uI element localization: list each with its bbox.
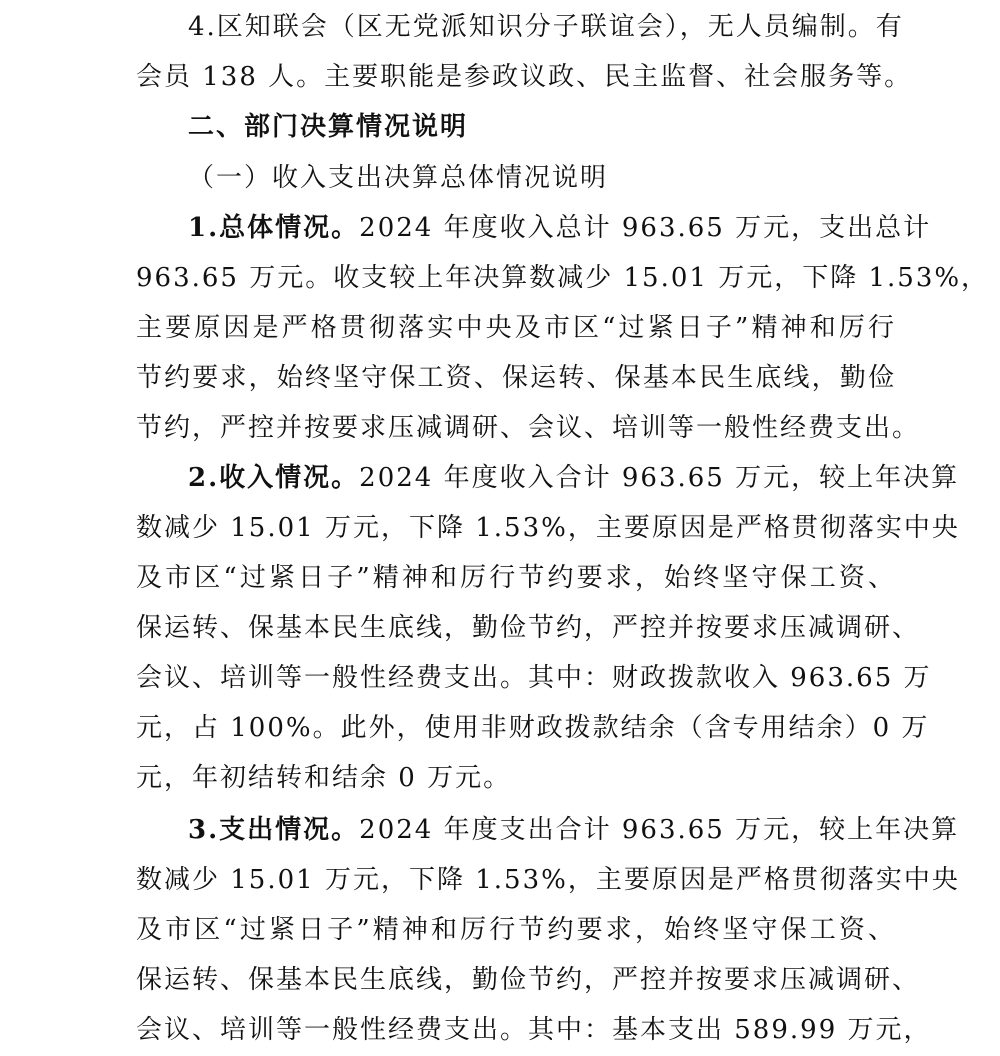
paragraph-line: 数减少 15.01 万元，下降 1.53%，主要原因是严格贯彻落实中央 xyxy=(136,865,960,895)
paragraph-line: 963.65 万元。收支较上年决算数减少 15.01 万元，下降 1.53%， xyxy=(136,263,990,293)
paragraph-lead: 3.支出情况。 xyxy=(188,815,360,845)
paragraph-lead: 2.收入情况。 xyxy=(188,463,360,493)
paragraph-line: 2.收入情况。2024 年度收入合计 963.65 万元，较上年决算 xyxy=(188,463,960,493)
paragraph-line: 会议、培训等一般性经费支出。其中：财政拨款收入 963.65 万 xyxy=(136,663,932,693)
paragraph-line: 及市区“过紧日子”精神和厉行节约要求，始终坚守保工资、 xyxy=(136,915,896,945)
paragraph-line: 数减少 15.01 万元，下降 1.53%，主要原因是严格贯彻落实中央 xyxy=(136,513,960,543)
paragraph-line: 主要原因是严格贯彻落实中央及市区“过紧日子”精神和厉行 xyxy=(136,313,896,343)
paragraph-line: 保运转、保基本民生底线，勤俭节约，严控并按要求压减调研、 xyxy=(136,613,921,643)
paragraph-line: 保运转、保基本民生底线，勤俭节约，严控并按要求压减调研、 xyxy=(136,965,921,995)
paragraph-line: 及市区“过紧日子”精神和厉行节约要求，始终坚守保工资、 xyxy=(136,563,896,593)
paragraph-line: 1.总体情况。2024 年度收入总计 963.65 万元，支出总计 xyxy=(188,213,932,243)
paragraph-line: 会议、培训等一般性经费支出。其中：基本支出 589.99 万元， xyxy=(136,1015,932,1045)
paragraph-line: 节约要求，始终坚守保工资、保运转、保基本民生底线，勤俭 xyxy=(136,363,896,393)
paragraph-line: 元，年初结转和结余 0 万元。 xyxy=(136,763,512,793)
paragraph-line: 3.支出情况。2024 年度支出合计 963.65 万元，较上年决算 xyxy=(188,815,960,845)
paragraph-line: 4.区知联会（区无党派知识分子联谊会），无人员编制。有 xyxy=(188,12,904,42)
section-heading: 二、部门决算情况说明 xyxy=(188,112,469,142)
paragraph-line: 节约，严控并按要求压减调研、会议、培训等一般性经费支出。 xyxy=(136,413,921,443)
paragraph-lead: 1.总体情况。 xyxy=(188,213,360,243)
paragraph-line: 会员 138 人。主要职能是参政议政、民主监督、社会服务等。 xyxy=(136,62,913,92)
subsection-heading: （一）收入支出决算总体情况说明 xyxy=(188,163,609,193)
paragraph-line: 元，占 100%。此外，使用非财政拨款结余（含专用结余）0 万 xyxy=(136,713,930,743)
